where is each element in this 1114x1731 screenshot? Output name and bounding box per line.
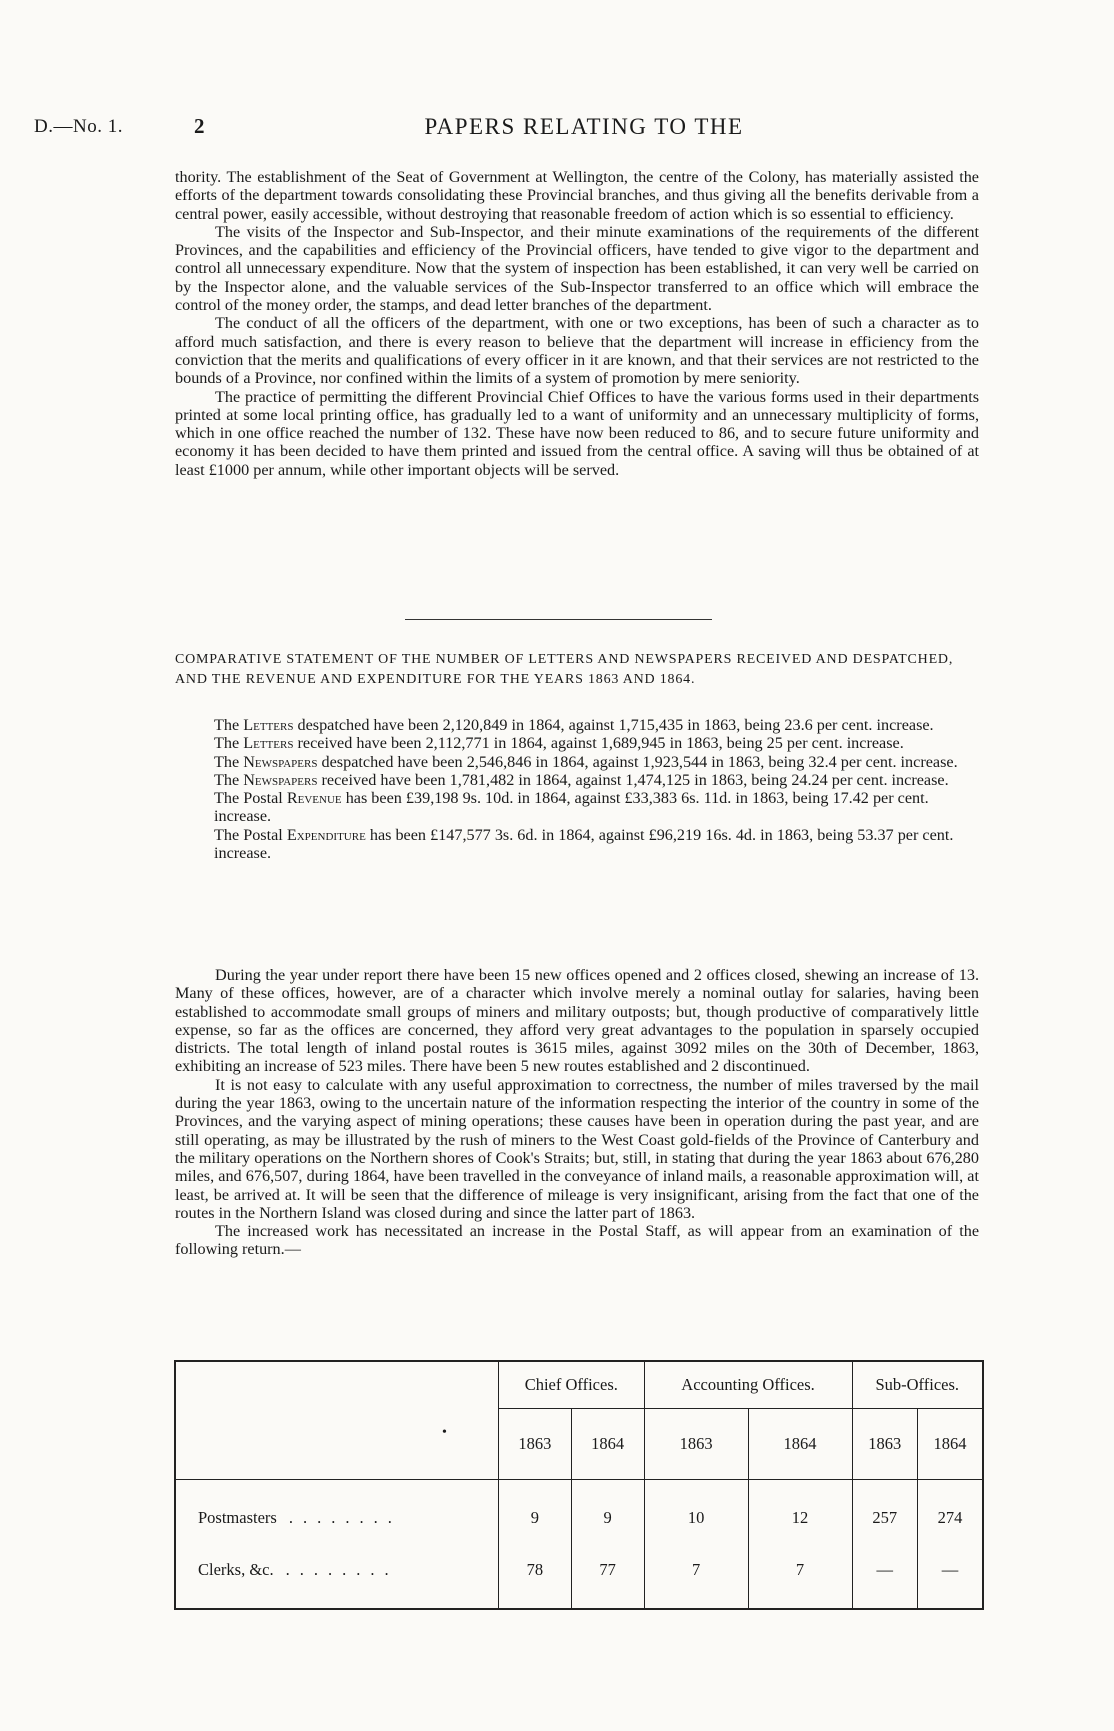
year-header: 1864 <box>917 1408 982 1480</box>
closing-section <box>175 966 979 1259</box>
table-cell: — <box>852 1544 917 1596</box>
table-corner-cell <box>176 1362 499 1480</box>
stat-item: The Newspapers despatched have been 2,546,846 in 1864, against 1,923,544 in 1863, being 32.4 per cent. increase. <box>214 752 958 771</box>
year-header: 1864 <box>571 1408 644 1480</box>
row-label: Postmasters ........ <box>176 1492 499 1544</box>
table-cell: 274 <box>917 1492 982 1544</box>
group-header-chief-offices: Chief Offices. <box>499 1362 645 1408</box>
year-header: 1863 <box>852 1408 917 1480</box>
page-number: 2 <box>194 114 205 138</box>
table-cell: 9 <box>530 1508 540 1528</box>
stat-item: The Postal Expenditure has been £147,577 3s. 6d. in 1864, against £96,219 16s. 4d. in 1863, being 53.37 per cent. increase. <box>214 825 954 863</box>
paragraph: thority. The establishment of the Seat of Government at Wellington, the centre of the Colony, has materially assisted the efforts of the department towards consolidating these Provincial branches, and thus giving all the benefits derivable from a central power, easily accessible, without destroying that reasonable freedom of action which is so essential to efficiency. <box>175 168 979 223</box>
table-row <box>176 1492 982 1544</box>
section-divider <box>405 619 712 620</box>
table-cell: 7 <box>644 1544 748 1596</box>
table-cell: 12 <box>748 1492 852 1544</box>
paragraph: It is not easy to calculate with any useful approximation to correctness, the number of miles traversed by the mail during the year 1863, owing to the uncertain nature of the information respecting the interior of the country in some of the Provinces, and the varying aspect of mining operations; these causes have been in operation during the past year, and are still operating, as may be illustrated by the rush of miners to the West Coast gold-fields of the Province of Canterbury and the military operations on the Northern shores of Cook's Straits; but, still, in stating that during the year 1863 about 676,280 miles, and 676,507, during 1864, have been travelled in the conveyance of inland mails, a reasonable approximation will, at least, be arrived at. It will be seen that the difference of mileage is very insignificant, arising from the fact that one of the routes in the Northern Island was closed during and since the latter part of 1863. <box>175 1075 979 1222</box>
paragraph: The practice of permitting the different Provincial Chief Offices to have the various forms used in their departments printed at some local printing office, has gradually led to a want of uniformity and an unnecessary multiplicity of forms, which in one office reached the number of 132. These have now been reduced to 86, and to secure future uniformity and economy it has been decided to have them printed and issued from the central office. A saving will thus be obtained of at least £1000 per annum, while other important objects will be served. <box>175 387 979 479</box>
section-title: COMPARATIVE STATEMENT OF THE NUMBER OF LETTERS AND NEWSPAPERS RECEIVED AND DESPATCHED, AND THE REVENUE AND EXPENDITURE FOR THE YEARS 1863 AND 1864. <box>175 652 954 687</box>
stat-item: The Postal Revenue has been £39,198 9s. 10d. in 1864, against £33,383 6s. 11d. in 1863, being 17.42 per cent. increase. <box>214 789 929 826</box>
year-header: 1863 <box>499 1408 572 1480</box>
running-head: PAPERS RELATING TO THE <box>424 114 744 139</box>
table-cell: 78 <box>526 1560 544 1580</box>
year-header: 1864 <box>748 1408 852 1480</box>
stat-item: The Newspapers received have been 1,781,482 in 1864, against 1,474,125 in 1863, being 24.24 per cent. increase. <box>214 770 949 789</box>
bullet-mark: • <box>442 1425 447 1440</box>
document-reference: D.—No. 1. <box>34 116 123 137</box>
table-row <box>176 1544 982 1596</box>
paragraph: The conduct of all the officers of the department, with one or two exceptions, has been of such a character as to afford much satisfaction, and there is every reason to believe that the department will increase in efficiency from the conviction that the merits and qualifications of every officer in it are known, and that their services are not restricted to the bounds of a Province, nor confined within the limits of a system of promotion by mere seniority. <box>175 314 979 388</box>
intro-section <box>175 168 979 479</box>
stat-item: The Letters despatched have been 2,120,849 in 1864, against 1,715,435 in 1863, being 23.6 per cent. increase. <box>214 716 934 734</box>
paragraph: During the year under report there have been 15 new offices opened and 2 offices closed, shewing an increase of 13. Many of these offices, however, are of a character which involve merely a nominal outlay for salaries, having been established to accommodate small groups of miners and military outposts; but, though productive of comparatively little expense, so far as the offices are concerned, they afford very great advantages to the population in sparsely occupied districts. The total length of inland postal routes is 3615 miles, against 3092 miles on the 30th of December, 1863, exhibiting an increase of 523 miles. There have been 5 new routes established and 2 discontinued. <box>175 966 979 1076</box>
year-header: 1863 <box>644 1408 748 1480</box>
table-cell: 10 <box>644 1492 748 1544</box>
table-cell: 257 <box>852 1492 917 1544</box>
staff-return-table <box>174 1360 984 1610</box>
page-header <box>34 108 1074 148</box>
paragraph: The visits of the Inspector and Sub-Inspector, and their minute examinations of the requirements of the different Provinces, and the capabilities and efficiency of the Provincial officers, have tended to give vigor to the department and control all unnecessary expenditure. Now that the system of inspection has been established, it can very well be carried on by the Inspector alone, and the valuable services of the Sub-Inspector transferred to an office which will embrace the control of the money order, the stamps, and dead letter branches of the department. <box>175 222 979 315</box>
row-label: Clerks, &c. ........ <box>176 1544 499 1596</box>
table-cell: — <box>917 1544 982 1596</box>
table-group-header-row <box>176 1362 982 1408</box>
table-cell: 7 <box>748 1544 852 1596</box>
group-header-accounting-offices: Accounting Offices. <box>644 1362 852 1408</box>
table-cell: 9 <box>571 1492 644 1544</box>
statistics-list <box>214 716 980 862</box>
group-header-sub-offices: Sub-Offices. <box>852 1362 982 1408</box>
stat-item: The Letters received have been 2,112,771 in 1864, against 1,689,945 in 1863, being 25 per cent. increase. <box>214 734 904 753</box>
table-cell: 77 <box>571 1544 644 1596</box>
paragraph: The increased work has necessitated an increase in the Postal Staff, as will appear from an examination of the following return.— <box>175 1222 979 1259</box>
